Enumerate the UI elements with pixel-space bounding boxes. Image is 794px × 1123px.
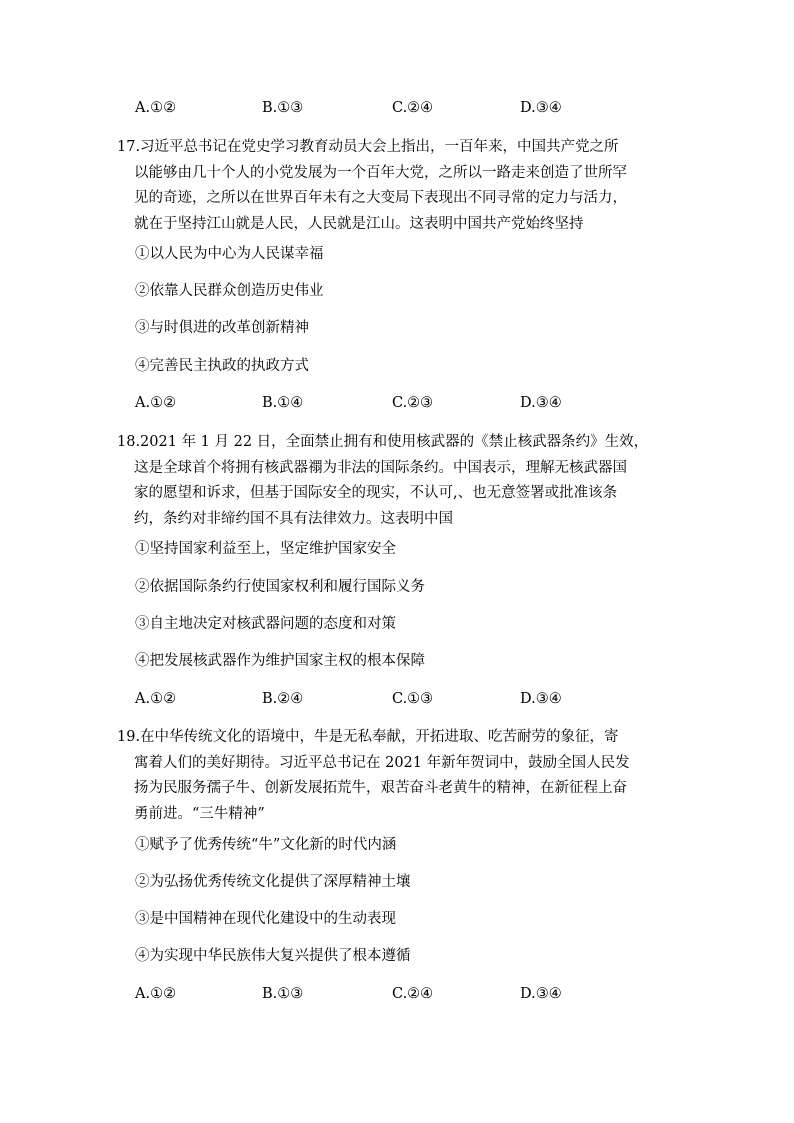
q17-option-b: B.①④ bbox=[262, 395, 304, 411]
q18-statement-4: ④把发展核武器作为维护国家主权的根本保障 bbox=[135, 653, 425, 669]
q18-stem bbox=[117, 430, 697, 532]
q19-stem-line: 扬为民服务孺子牛、创新发展拓荒牛，艰苦奋斗老黄牛的精神，在新征程上奋 bbox=[134, 780, 627, 796]
q17-statement-4: ④完善民主执政的执政方式 bbox=[135, 358, 309, 374]
q18-option-d: D.③④ bbox=[520, 691, 562, 707]
q19-stem-line: 勇前进。“三牛精神” bbox=[134, 805, 265, 822]
q18-stem-line: 约，条约对非缔约国不具有法律效力。这表明中国 bbox=[134, 510, 453, 527]
q17-option-c: C.②③ bbox=[392, 395, 434, 411]
q18-stem-line: 这是全球首个将拥有核武器禤为非法的国际条约。中国表示，理解无核武器国 bbox=[134, 459, 627, 476]
q19-stem-line: 19.在中华传统文化的语境中，牛是无私奉献，开拓进取、吃苦耐劳的象征，寄 bbox=[117, 729, 619, 745]
q17-statement-3: ③与时俱进的改革创新精神 bbox=[135, 320, 309, 336]
q17-stem bbox=[117, 135, 697, 237]
q17-options bbox=[135, 393, 695, 413]
q19-statement-2: ②为弘扬优秀传统文化提供了深厚精神土壤 bbox=[135, 874, 411, 890]
q17-statement-2: ②依靠人民群众创造历史伟业 bbox=[135, 283, 324, 299]
q19-stem bbox=[117, 725, 697, 827]
q16-option-c: C.②④ bbox=[392, 100, 434, 116]
q18-option-a: A.①② bbox=[135, 691, 177, 707]
q19-stem-line: 寓着人们的美好期待。习近平总书记在 2021 年新年贺词中，鼓励全国人民发 bbox=[134, 754, 630, 771]
q16-option-d: D.③④ bbox=[520, 100, 562, 116]
q18-stem-line: 家的愿望和诉求，但基于国际安全的现实，不认可,、也无意签署或批准该条 bbox=[134, 485, 618, 501]
q19-option-d: D.③④ bbox=[520, 986, 562, 1002]
q19-statement-4: ④为实现中华民族伟大复兴提供了根本遵循 bbox=[135, 948, 411, 964]
q17-stem-line: 见的奇迹，之所以在世界百年未有之大变局下表现出不同寻常的定力与活力， bbox=[134, 190, 627, 206]
q18-statement-2: ②依据国际条约行使国家权利和履行国际义务 bbox=[135, 579, 425, 595]
q18-option-b: B.②④ bbox=[262, 691, 304, 707]
q18-options bbox=[135, 689, 695, 709]
q19-option-a: A.①② bbox=[135, 986, 177, 1002]
q16-option-a: A.①② bbox=[135, 100, 177, 116]
q16-options bbox=[135, 98, 695, 118]
q18-stem-line: 18.2021 年 1 月 22 日，全面禁止拥有和使用核武器的《禁止核武器条约》生效， bbox=[117, 434, 649, 450]
q18-option-c: C.①③ bbox=[392, 691, 434, 707]
q16-option-b: B.①③ bbox=[262, 100, 304, 116]
q19-options bbox=[135, 984, 695, 1004]
q17-option-d: D.③④ bbox=[520, 395, 562, 411]
q17-stem-line: 17.习近平总书记在党史学习教育动员大会上指出，一百年来，中国共产党之所 bbox=[117, 139, 619, 155]
q19-statement-1: ①赋予了优秀传统“牛”文化新的时代内涵 bbox=[135, 837, 397, 853]
q18-statement-3: ③自主地决定对核武器问题的态度和对策 bbox=[135, 616, 396, 632]
q19-option-c: C.②④ bbox=[392, 986, 434, 1002]
q18-statement-1: ①坚持国家利益至上，坚定维护国家安全 bbox=[135, 541, 396, 557]
q17-stem-line: 以能够由几十个人的小党发展为一个百年大党，之所以一路走来创造了世所罕 bbox=[134, 164, 627, 181]
q17-option-a: A.①② bbox=[135, 395, 177, 411]
q19-option-b: B.①③ bbox=[262, 986, 304, 1002]
q17-stem-line: 就在于坚持江山就是人民，人民就是江山。这表明中国共产党始终坚持 bbox=[134, 215, 584, 232]
q17-statement-1: ①以人民为中心为人民谋幸福 bbox=[135, 246, 324, 262]
q19-statement-3: ③是中国精神在现代化建设中的生动表现 bbox=[135, 911, 396, 927]
